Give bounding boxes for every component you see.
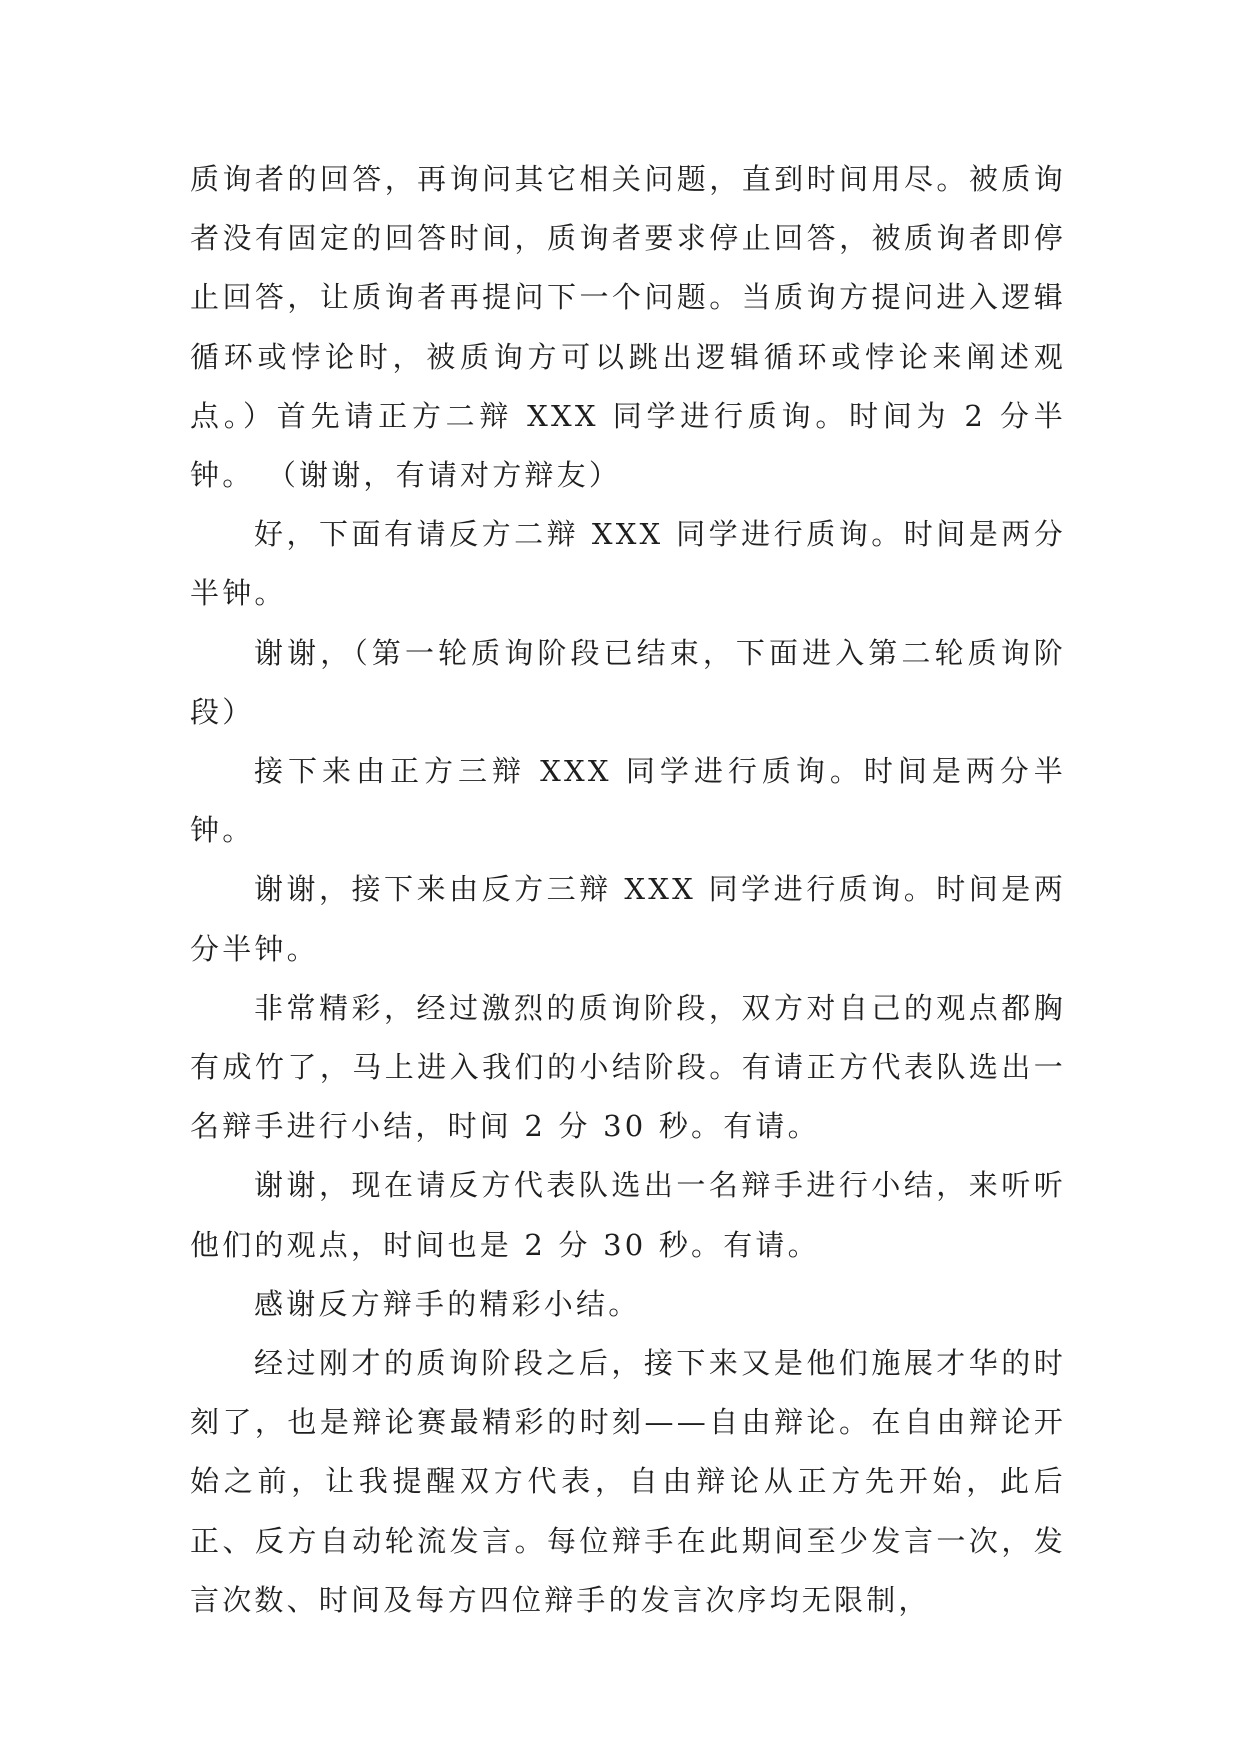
paragraph-3: 谢谢，（第一轮质询阶段已结束，下面进入第二轮质询阶段） [190, 635, 1066, 729]
paragraph-1: 质询者的回答，再询问其它相关问题，直到时间用尽。被质询者没有固定的回答时间，质询者要求停止回答，被质询者即停止回答，让质询者再提问下一个问题。当质询方提问进入逻辑循环或悖论时，被质询方可以跳出逻辑循环或悖论来阐述观点。）首先请正方二辩 XXX 同学进行质询。时间为 2 分半钟。 （谢谢，有请对方辩友） [190, 162, 1066, 493]
paragraph-7: 谢谢，现在请反方代表队选出一名辩手进行小结，来听听他们的观点，时间也是 2 分 30 秒。有请。 [190, 1168, 1066, 1262]
paragraph-5: 谢谢，接下来由反方三辩 XXX 同学进行质询。时间是两分半钟。 [190, 872, 1066, 966]
paragraph-9: 经过刚才的质询阶段之后，接下来又是他们施展才华的时刻了，也是辩论赛最精彩的时刻——自由辩论。在自由辩论开始之前，让我提醒双方代表，自由辩论从正方先开始，此后正、反方自动轮流发言。每位辩手在此期间至少发言一次，发言次数、时间及每方四位辩手的发言次序均无限制， [190, 1346, 1066, 1617]
paragraph-6: 非常精彩，经过激烈的质询阶段，双方对自己的观点都胸有成竹了，马上进入我们的小结阶段。有请正方代表队选出一名辩手进行小结，时间 2 分 30 秒。有请。 [190, 990, 1066, 1144]
document-body [190, 150, 1066, 1630]
paragraph-2: 好，下面有请反方二辩 XXX 同学进行质询。时间是两分半钟。 [190, 517, 1066, 611]
paragraph-4: 接下来由正方三辩 XXX 同学进行质询。时间是两分半钟。 [190, 754, 1066, 848]
paragraph-8: 感谢反方辩手的精彩小结。 [254, 1286, 641, 1321]
